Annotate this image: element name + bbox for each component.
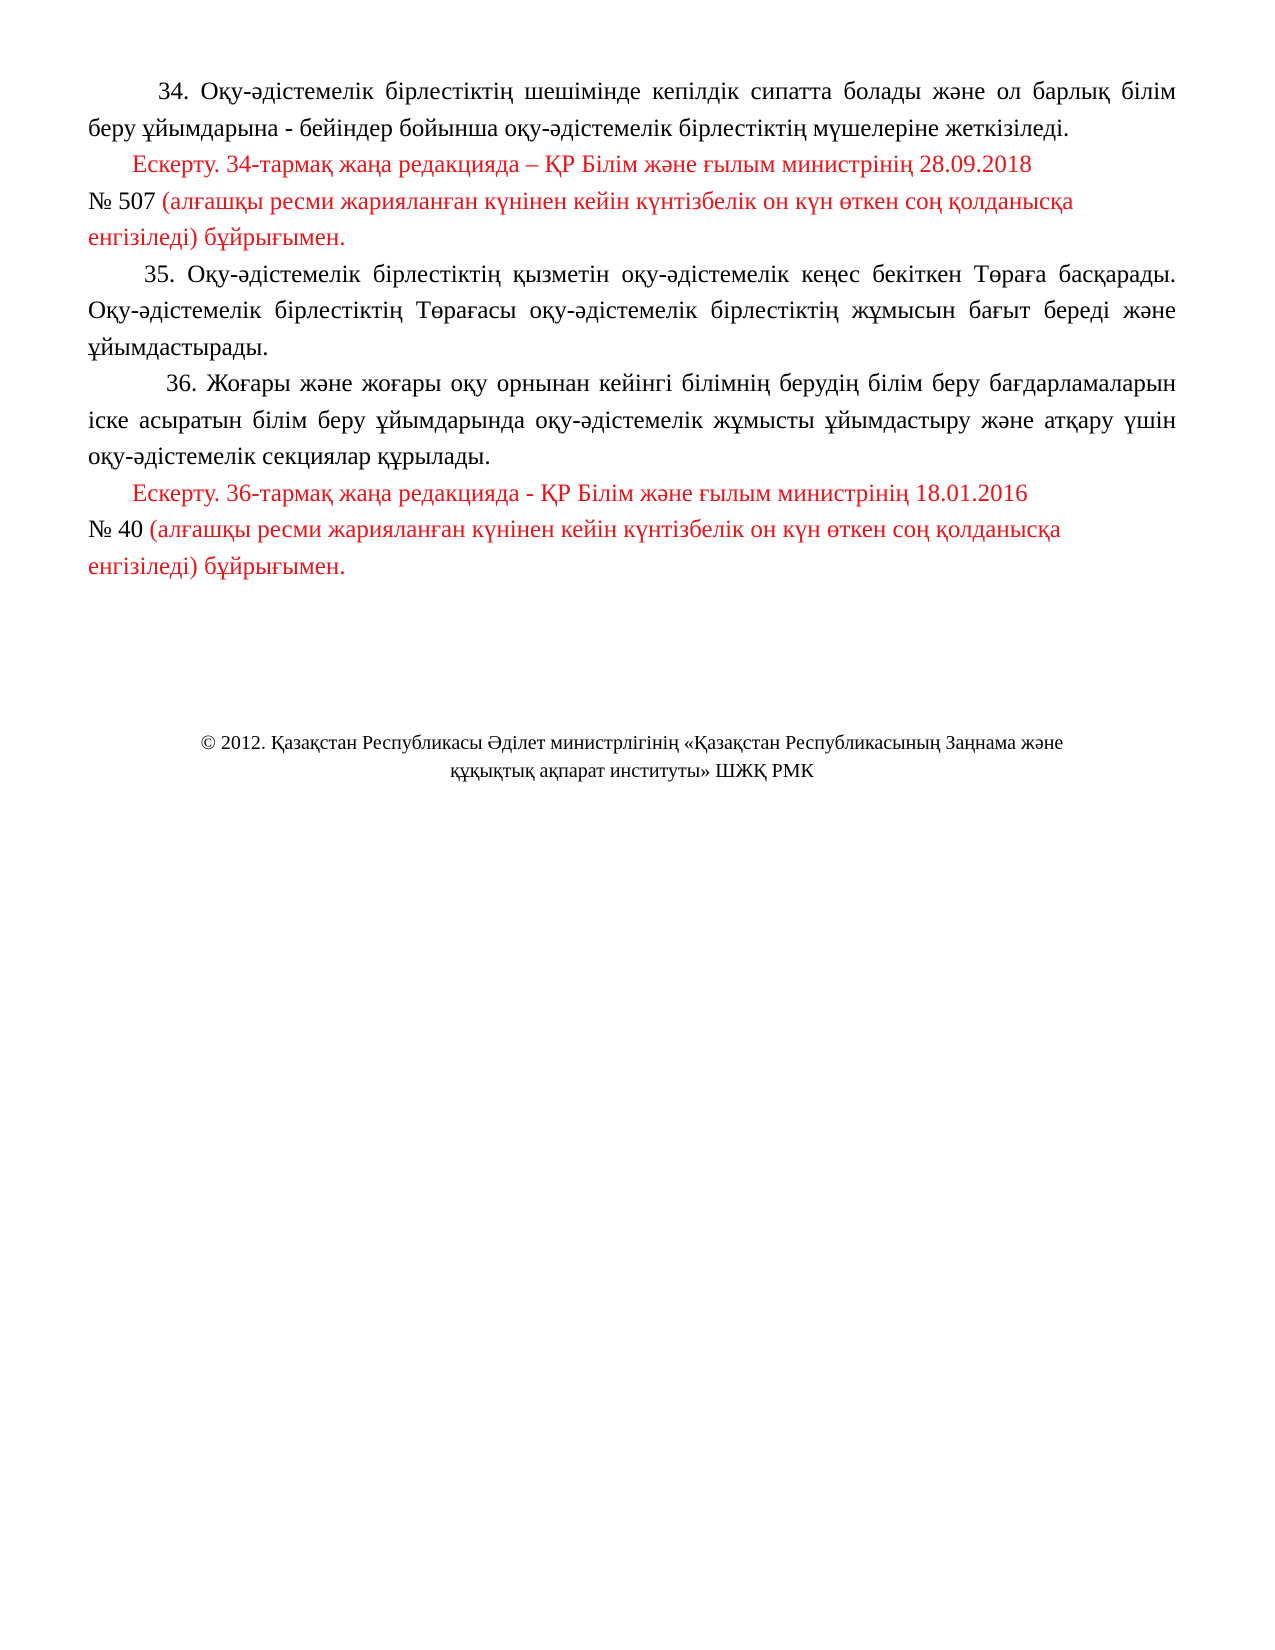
note-36-number: № 40 (88, 516, 144, 543)
amendment-note-34 (88, 147, 1176, 257)
paragraph-35: 35. Оқу-әдістемелік бірлестіктің қызметін оқу-әдістемелік кеңес бекіткен Төраға басқарады. Оқу-әдістемелік бірлестіктің Төрағасы оқу-әдістемелік бірлестіктің жұмысын бағыт береді және ұйымдастырады. (88, 260, 1176, 361)
paragraph-34: 34. Оқу-әдістемелік бірлестіктің шешімінде кепілдік сипатта болады және ол барлық білім беру ұйымдарына - бейіндер бойынша оқу-әдістемелік бірлестіктің мүшелеріне жеткізіледі. (88, 78, 1176, 142)
note-34-tail: (алғашқы ресми жарияланған күнінен кейін күнтізбелік он күн өткен соң қолданысқа енгізіледі) бұйрығымен. (88, 187, 1074, 251)
footer-line-2: құқықтық ақпарат институты» ШЖҚ РМК (450, 760, 814, 782)
note-36-lead: Ескерту. 36-тармақ жаңа редакцияда - ҚР Білім және ғылым министрінің 18.01.2016 (132, 479, 1028, 507)
note-34-lead: Ескерту. 34-тармақ жаңа редакцияда – ҚР Білім және ғылым министрінің 28.09.2018 (132, 151, 1032, 178)
note-34-number: № 507 (88, 187, 156, 215)
amendment-note-36 (88, 476, 1176, 586)
footer-line-1: © 2012. Қазақстан Республикасы Әділет министрлігінің «Қазақстан Республикасының Заңнама және (200, 732, 1064, 754)
document-body (88, 74, 1176, 585)
paragraph-36: 36. Жоғары және жоғары оқу орнынан кейінгі білімнің берудің білім беру бағдарламаларын іске асыратын білім беру ұйымдарында оқу-әдістемелік жұмысты ұйымдастыру және атқару үшін оқу-әдістемелік секциялар құрылады. (88, 370, 1176, 470)
note-36-tail: (алғашқы ресми жарияланған күнінен кейін күнтізбелік он күн өткен соң қолданысқа енгізіледі) бұйрығымен. (88, 516, 1061, 580)
copyright-footer (88, 729, 1176, 785)
